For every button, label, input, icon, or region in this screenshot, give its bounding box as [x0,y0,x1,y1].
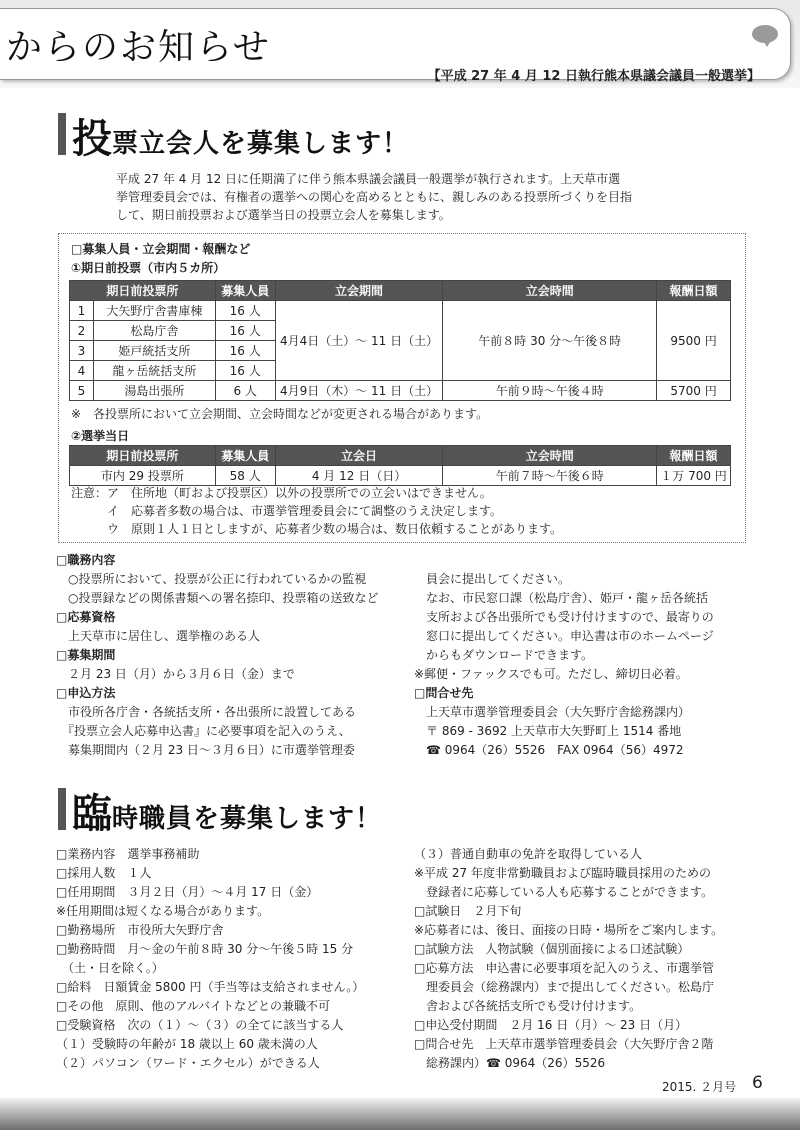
text-line: 総務課内）☎ 0964（26）5526 [414,1056,606,1070]
text-line: □問合せ先 [414,686,474,700]
table2-label: ②選挙当日 [71,429,130,443]
text-line: □勤務時間 月～金の午前８時 30 分～午後５時 15 分 [56,942,354,956]
section2-left-column [56,845,364,1073]
text-line: からもダウンロードできます。 [414,648,594,662]
column-header: 期日前投票所 [70,281,216,301]
text-line: （２）パソコン（ワード・エクセル）ができる人 [56,1056,320,1070]
intro-line: 挙管理委員会では、有権者の選挙への関心を高めるとともに、親しみのある投票所づくりを目指 [116,190,633,204]
text-line: □給料 日額賃金 5800 円（手当等は支給されません。） [56,980,365,994]
text-line: □申込受付期間 ２月 16 日（月）～ 23 日（月） [414,1018,688,1032]
text-line: □募集期間 [56,648,116,662]
text-line: □試験日 ２月下旬 [414,904,522,918]
early-voting-table [69,280,731,401]
heading-initial: 投 [72,115,112,162]
text-line: ☎ 0964（26）5526 FAX 0964（56）4972 [414,743,684,757]
row-number: 1 [70,301,94,321]
text-line: （１）受験時の年齢が 18 歳以上 60 歳未満の人 [56,1037,318,1051]
attendance-period: 4月4日（土）～ 11 日（土） [275,301,443,381]
table-row [70,301,731,321]
attendance-time: 午前８時 30 分～午後８時 [443,301,657,381]
polling-place: 松島庁舎 [93,321,215,341]
issue-date: 2015. ２月号 [662,1080,737,1094]
text-line: □業務内容 選挙事務補助 [56,847,200,861]
text-line: （３）普通自動車の免許を取得している人 [414,847,643,861]
polling-place: 龍ヶ岳統括支所 [93,361,215,381]
table-row [70,466,731,486]
notice-line: イ 応募者多数の場合は、市選挙管理委員会にて調整のうえ決定します。 [71,504,503,518]
text-line: 上天草市選挙管理委員会（大矢野庁舎総務課内） [414,705,691,719]
text-line: 支所および各出張所でも受け付けますので、最寄りの [414,610,714,624]
section1-left-column [56,551,378,760]
column-header: 立会日 [275,446,443,466]
page-number: 6 [752,1073,763,1093]
text-line: （土・日を除く。） [56,961,164,975]
heading-initial: 臨 [72,790,112,837]
text-line: □申込方法 [56,686,116,700]
text-line: ○投票所において、投票が公正に行われているかの監視 [56,572,367,586]
text-line: 窓口に提出してください。申込書は市のホームページ [414,629,714,643]
text-line: □任用期間 ３月２日（月）～４月 17 日（金） [56,885,319,899]
row-number: 5 [70,381,94,401]
text-line: □問合せ先 上天草市選挙管理委員会（大矢野庁舎２階 [414,1037,714,1051]
text-line: □受験資格 次の（１）～（３）の全てに該当する人 [56,1018,344,1032]
staff-count: 6 人 [215,381,275,401]
column-header: 募集人員 [215,281,275,301]
column-header: 立会期間 [275,281,443,301]
footer-band [0,1098,800,1130]
daily-pay: 5700 円 [657,381,731,401]
box-label: □募集人員・立会期間・報酬など [71,242,251,256]
notice-line: ウ 原則１人１日としますが、応募者少数の場合は、数日依頼することがあります。 [71,522,563,536]
text-line: 登録者に応募している人も応募することができます。 [414,885,714,899]
election-subtitle: 【平成 27 年 4 月 12 日執行熊本県議会議員一般選挙】 [427,69,760,84]
text-line: □試験方法 人物試験（個別面接による口述試験） [414,942,690,956]
column-header: 報酬日額 [657,281,731,301]
text-line: □応募資格 [56,610,116,624]
header-box [0,8,791,84]
polling-place: 姫戸統括支所 [93,341,215,361]
text-line: 員会に提出してください。 [414,572,571,586]
page-title: からのお知らせ [6,27,271,68]
attendance-time: 午前９時～午後４時 [443,381,657,401]
text-line: ２月 23 日（月）から３月６日（金）まで [56,667,295,681]
speech-bubble-icon [752,25,778,43]
heading-text: 票立会人を募集します！ [112,129,410,159]
table1-note: ※ 各投票所において立会期間、立会時間などが変更される場合があります。 [71,407,489,421]
election-day-table [69,445,731,486]
attendance-date: 4 月 12 日（日） [275,466,443,486]
column-header: 報酬日額 [657,446,731,466]
section2-right-column [414,845,723,1073]
column-header: 立会時間 [443,281,657,301]
row-number: 2 [70,321,94,341]
text-line: 市役所各庁舎・各統括支所・各出張所に設置してある [56,705,357,719]
text-line: 〒 869 - 3692 上天草市大矢野町上 1514 番地 [414,724,682,738]
column-header: 期日前投票所 [70,446,216,466]
section1-right-column [414,570,714,760]
daily-pay: １万 700 円 [657,466,731,486]
text-line: 舎および各統括支所でも受け付けます。 [414,999,642,1013]
text-line: □応募方法 申込書に必要事項を記入のうえ、市選挙管 [414,961,715,975]
staff-count: 16 人 [215,301,275,321]
intro-line: して、期日前投票および選挙当日の投票立会人を募集します。 [116,208,451,222]
table-header-row [70,446,731,466]
polling-place: 市内 29 投票所 [70,466,216,486]
heading-bar [58,113,66,155]
staff-count: 16 人 [215,341,275,361]
daily-pay: 9500 円 [657,301,731,381]
recruitment-info-box [58,233,746,543]
heading-bar [58,788,66,830]
text-line: □その他 原則、他のアルバイトなどとの兼職不可 [56,999,331,1013]
polling-place: 大矢野庁舎書庫棟 [93,301,215,321]
table-row [70,381,731,401]
table-header-row [70,281,731,301]
attendance-period: 4月9日（木）～ 11 日（土） [275,381,443,401]
polling-place: 湯島出張所 [93,381,215,401]
table1-label: ①期日前投票（市内５カ所） [71,261,226,275]
text-line: ※平成 27 年度非常勤職員および臨時職員採用のための [414,866,711,880]
section1-intro [116,170,696,224]
attendance-time: 午前７時～午後６時 [443,466,657,486]
notice-line: 注意：ア 住所地（町および投票区）以外の投票所での立会いはできません。 [71,486,492,500]
text-line: ※郵便・ファックスでも可。ただし、締切日必着。 [414,667,688,681]
column-header: 募集人員 [215,446,275,466]
row-number: 4 [70,361,94,381]
text-line: □職務内容 [56,553,116,567]
staff-count: 16 人 [215,321,275,341]
column-header: 立会時間 [443,446,657,466]
text-line: ※任用期間は短くなる場合があります。 [56,904,270,918]
text-line: ○投票録などの関係書類への署名捺印、投票箱の送致など [56,591,379,605]
text-line: ※応募者には、後日、面接の日時・場所をご案内します。 [414,923,724,937]
row-number: 3 [70,341,94,361]
intro-line: 平成 27 年 4 月 12 日に任期満了に伴う熊本県議会議員一般選挙が執行されます。上天草市選 [116,172,621,186]
text-line: □勤務場所 市役所大矢野庁舎 [56,923,224,937]
staff-count: 16 人 [215,361,275,381]
heading-text: 時職員を募集します！ [112,804,383,834]
text-line: なお、市民窓口課（松島庁舎）、姫戸・龍ヶ岳各統括 [414,591,709,605]
text-line: 上天草市に居住し、選挙権のある人 [56,629,261,643]
staff-count: 58 人 [215,466,275,486]
text-line: 『投票立会人応募申込書』に必要事項を記入のうえ、 [56,724,351,738]
text-line: □採用人数 １人 [56,866,152,880]
text-line: 募集期間内（２月 23 日～３月６日）に市選挙管理委 [56,743,355,757]
text-line: 理委員会（総務課内）まで提出してください。松島庁 [414,980,715,994]
